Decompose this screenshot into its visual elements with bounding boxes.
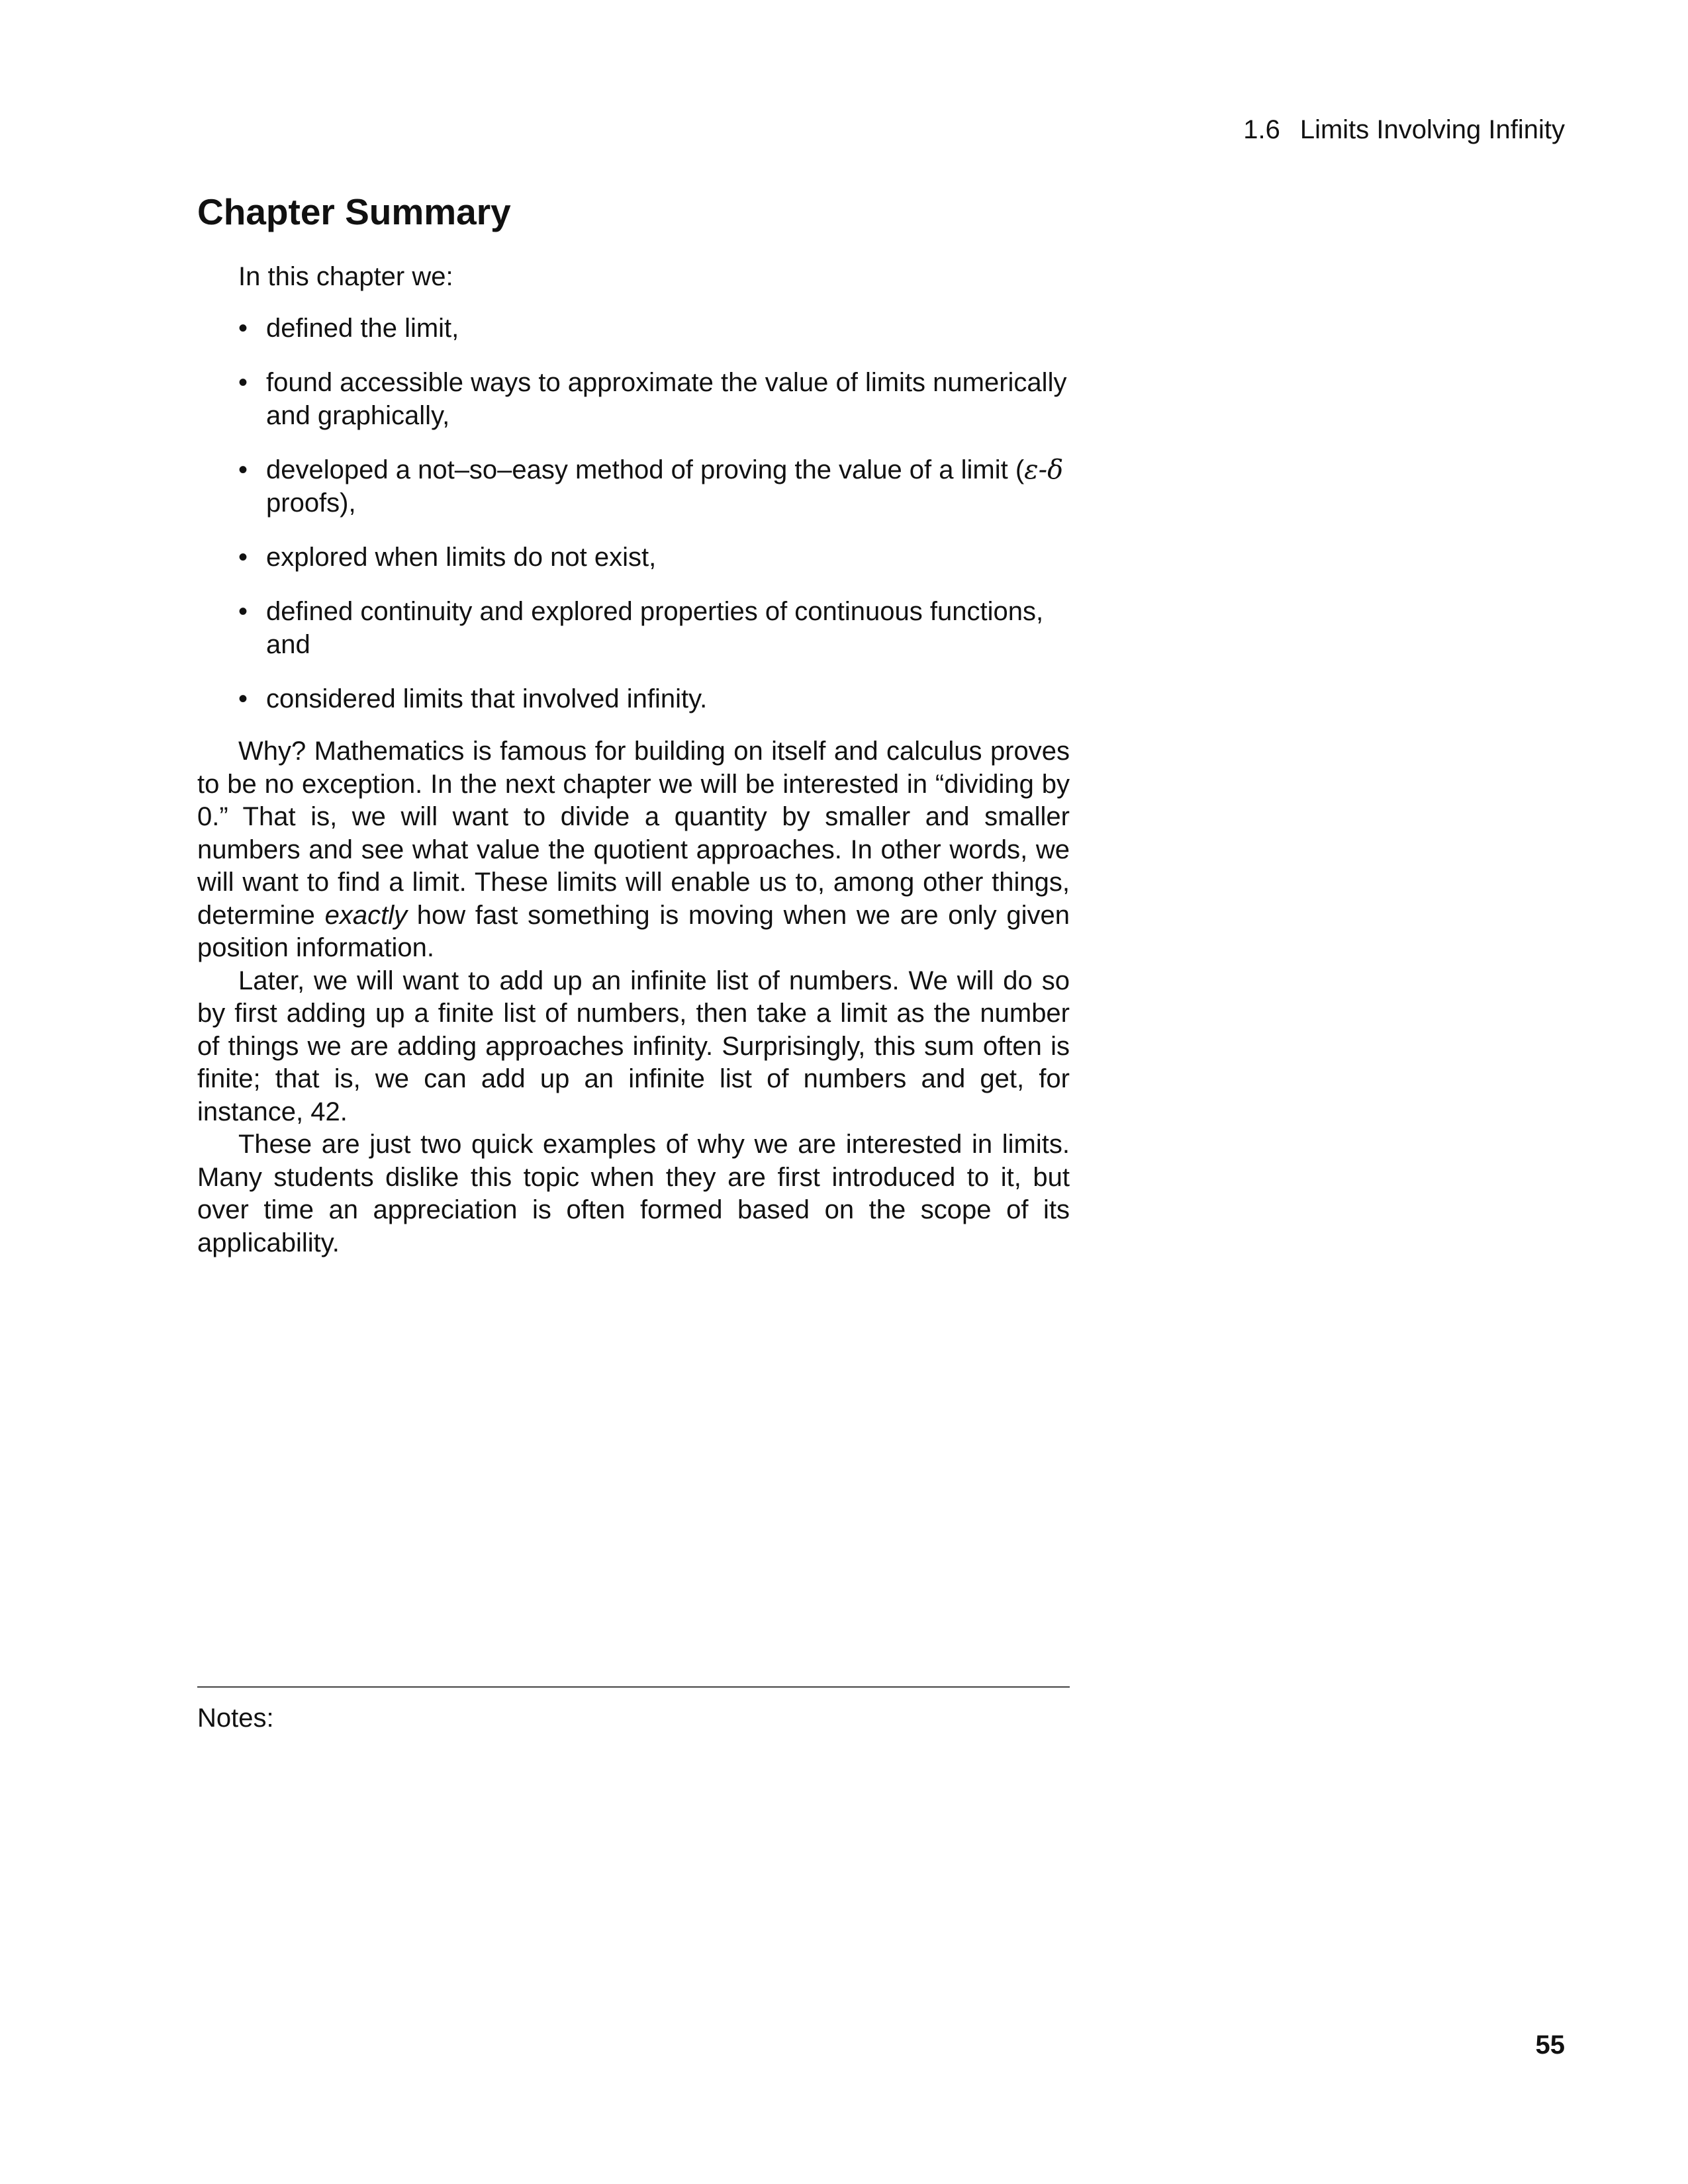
running-header [1243, 111, 1565, 148]
epsilon-delta-math: ε-δ [1024, 455, 1064, 485]
bullet-icon: • [238, 597, 248, 626]
list-item [197, 682, 1070, 715]
paragraph: Later, we will want to add up an infinite list of numbers. We will do so by first adding up a finite list of numbers, then take a limit as the number of things we are adding approaches infinity. Surprisingly, this sum often is finite; that is, we can add up an infinite list of numbers and get, for instance, 42. [197, 966, 1070, 1126]
summary-list [197, 312, 1070, 715]
paragraph-text-after: how fast something is moving when we are only given position information. [197, 900, 1070, 962]
list-item-text: defined continuity and explored properties of continuous functions, and [266, 597, 1044, 659]
list-item [197, 366, 1070, 432]
list-item [197, 595, 1070, 661]
section-number: 1.6 [1243, 115, 1280, 144]
list-item-text: considered limits that involved infinity. [266, 684, 708, 713]
body-text [197, 735, 1070, 1259]
list-item [197, 453, 1070, 520]
notes-divider [197, 1686, 1070, 1688]
list-item-text: explored when limits do not exist, [266, 543, 657, 572]
paragraph: These are just two quick examples of why we are interested in limits. Many students dislike this topic when they are first introduced to it, but over time an appreciation is often formed based on the scope of its applicability. [197, 1130, 1070, 1257]
bullet-icon: • [238, 543, 248, 572]
page-number: 55 [1535, 2030, 1565, 2060]
list-item-text-after: proofs), [266, 488, 356, 518]
list-item-text: defined the limit, [266, 314, 459, 343]
bullet-icon: • [238, 368, 248, 397]
intro-text: In this chapter we: [238, 262, 453, 291]
chapter-title: Chapter Summary [197, 191, 511, 232]
list-item-text: developed a not–so–easy method of proving the value of a limit ( [266, 455, 1025, 484]
notes-label: Notes: [197, 1704, 274, 1733]
emphasis-text: exactly [324, 900, 408, 930]
section-title: Limits Involving Infinity [1299, 115, 1565, 144]
bullet-icon: • [238, 455, 248, 484]
main-column [197, 189, 1070, 1259]
list-item-text: found accessible ways to approximate the value of limits numerically and graphically, [266, 368, 1067, 430]
bullet-icon: • [238, 684, 248, 713]
paragraph-text: Why? Mathematics is famous for building on itself and calculus proves to be no exception. In the next chapter we will be interested in “dividing by 0.” That is, we will want to divide a quantity by smaller and smaller numbers and see what value the quotient approaches. In other words, we will want to find a limit. These limits will enable us to, among other things, determine [197, 737, 1070, 930]
list-item [197, 312, 1070, 345]
paragraph [197, 735, 1070, 965]
list-item [197, 541, 1070, 574]
bullet-icon: • [238, 314, 248, 343]
